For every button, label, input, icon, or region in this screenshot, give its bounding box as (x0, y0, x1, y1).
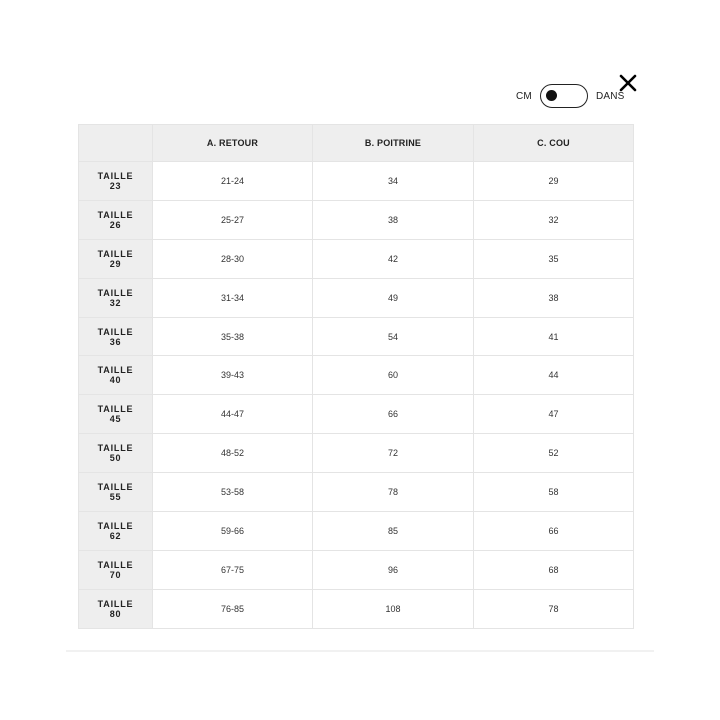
unit-toggle-switch[interactable] (540, 84, 588, 108)
size-label-number: 45 (109, 414, 122, 425)
unit-toggle-group (516, 84, 625, 108)
size-label (79, 162, 153, 201)
header-back: A. RETOUR (153, 125, 313, 162)
size-label (79, 200, 153, 239)
size-label (79, 317, 153, 356)
size-label (79, 473, 153, 512)
size-label (79, 589, 153, 628)
cell-back: 25-27 (153, 200, 313, 239)
size-label (79, 434, 153, 473)
cell-neck: 38 (474, 278, 634, 317)
cell-neck: 47 (474, 395, 634, 434)
cell-chest: 85 (313, 512, 474, 551)
size-label-word: TAILLE (97, 598, 134, 609)
cell-neck: 66 (474, 512, 634, 551)
cell-chest: 54 (313, 317, 474, 356)
size-label-number: 62 (109, 530, 122, 541)
size-label-word: TAILLE (97, 482, 134, 493)
table-row (79, 434, 634, 473)
size-label-number: 55 (109, 492, 122, 503)
table-row (79, 200, 634, 239)
size-label-word: TAILLE (97, 326, 134, 337)
cell-back: 21-24 (153, 162, 313, 201)
cell-chest: 96 (313, 550, 474, 589)
size-label (79, 550, 153, 589)
cell-neck: 68 (474, 550, 634, 589)
size-label-word: TAILLE (97, 287, 134, 298)
cell-back: 35-38 (153, 317, 313, 356)
size-label-number: 32 (109, 297, 122, 308)
header-chest: B. POITRINE (313, 125, 474, 162)
cell-chest: 66 (313, 395, 474, 434)
cell-chest: 34 (313, 162, 474, 201)
cell-chest: 108 (313, 589, 474, 628)
header-corner (79, 125, 153, 162)
cell-back: 31-34 (153, 278, 313, 317)
table-row (79, 512, 634, 551)
cell-neck: 52 (474, 434, 634, 473)
cell-neck: 35 (474, 239, 634, 278)
toggle-knob (546, 90, 557, 101)
size-label-number: 70 (109, 569, 122, 580)
cell-neck: 44 (474, 356, 634, 395)
table-row (79, 589, 634, 628)
size-label-number: 50 (109, 453, 122, 464)
cell-chest: 72 (313, 434, 474, 473)
table-row (79, 162, 634, 201)
table-row (79, 239, 634, 278)
cell-back: 59-66 (153, 512, 313, 551)
size-label (79, 395, 153, 434)
table-row (79, 356, 634, 395)
cell-neck: 32 (474, 200, 634, 239)
size-label-word: TAILLE (97, 443, 134, 454)
unit-label-inches[interactable]: DANS (595, 90, 625, 102)
cell-back: 67-75 (153, 550, 313, 589)
cell-chest: 42 (313, 239, 474, 278)
size-label-word: TAILLE (97, 170, 134, 181)
cell-chest: 78 (313, 473, 474, 512)
size-label-number: 40 (109, 375, 122, 386)
bottom-divider (66, 650, 654, 652)
cell-back: 48-52 (153, 434, 313, 473)
cell-back: 76-85 (153, 589, 313, 628)
table-row (79, 395, 634, 434)
cell-back: 53-58 (153, 473, 313, 512)
cell-neck: 58 (474, 473, 634, 512)
size-label-word: TAILLE (97, 209, 134, 220)
size-label (79, 239, 153, 278)
cell-back: 28-30 (153, 239, 313, 278)
size-label-number: 29 (109, 258, 122, 269)
size-label-number: 80 (109, 608, 122, 619)
table-row (79, 473, 634, 512)
header-neck: C. COU (474, 125, 634, 162)
table-row (79, 278, 634, 317)
size-label-number: 26 (109, 219, 122, 230)
size-label-word: TAILLE (97, 559, 134, 570)
table-row (79, 317, 634, 356)
size-label-word: TAILLE (97, 404, 134, 415)
cell-chest: 38 (313, 200, 474, 239)
cell-neck: 78 (474, 589, 634, 628)
size-label-word: TAILLE (97, 520, 134, 531)
size-label (79, 512, 153, 551)
table-header-row (79, 125, 634, 162)
size-label-word: TAILLE (97, 365, 134, 376)
size-label-number: 36 (109, 336, 122, 347)
cell-chest: 49 (313, 278, 474, 317)
unit-label-cm[interactable]: CM (516, 90, 532, 102)
cell-back: 44-47 (153, 395, 313, 434)
size-chart-table (78, 124, 634, 629)
size-label (79, 278, 153, 317)
cell-neck: 29 (474, 162, 634, 201)
size-label-word: TAILLE (97, 248, 134, 259)
cell-chest: 60 (313, 356, 474, 395)
table-row (79, 550, 634, 589)
cell-back: 39-43 (153, 356, 313, 395)
size-label-number: 23 (109, 180, 122, 191)
cell-neck: 41 (474, 317, 634, 356)
size-label (79, 356, 153, 395)
